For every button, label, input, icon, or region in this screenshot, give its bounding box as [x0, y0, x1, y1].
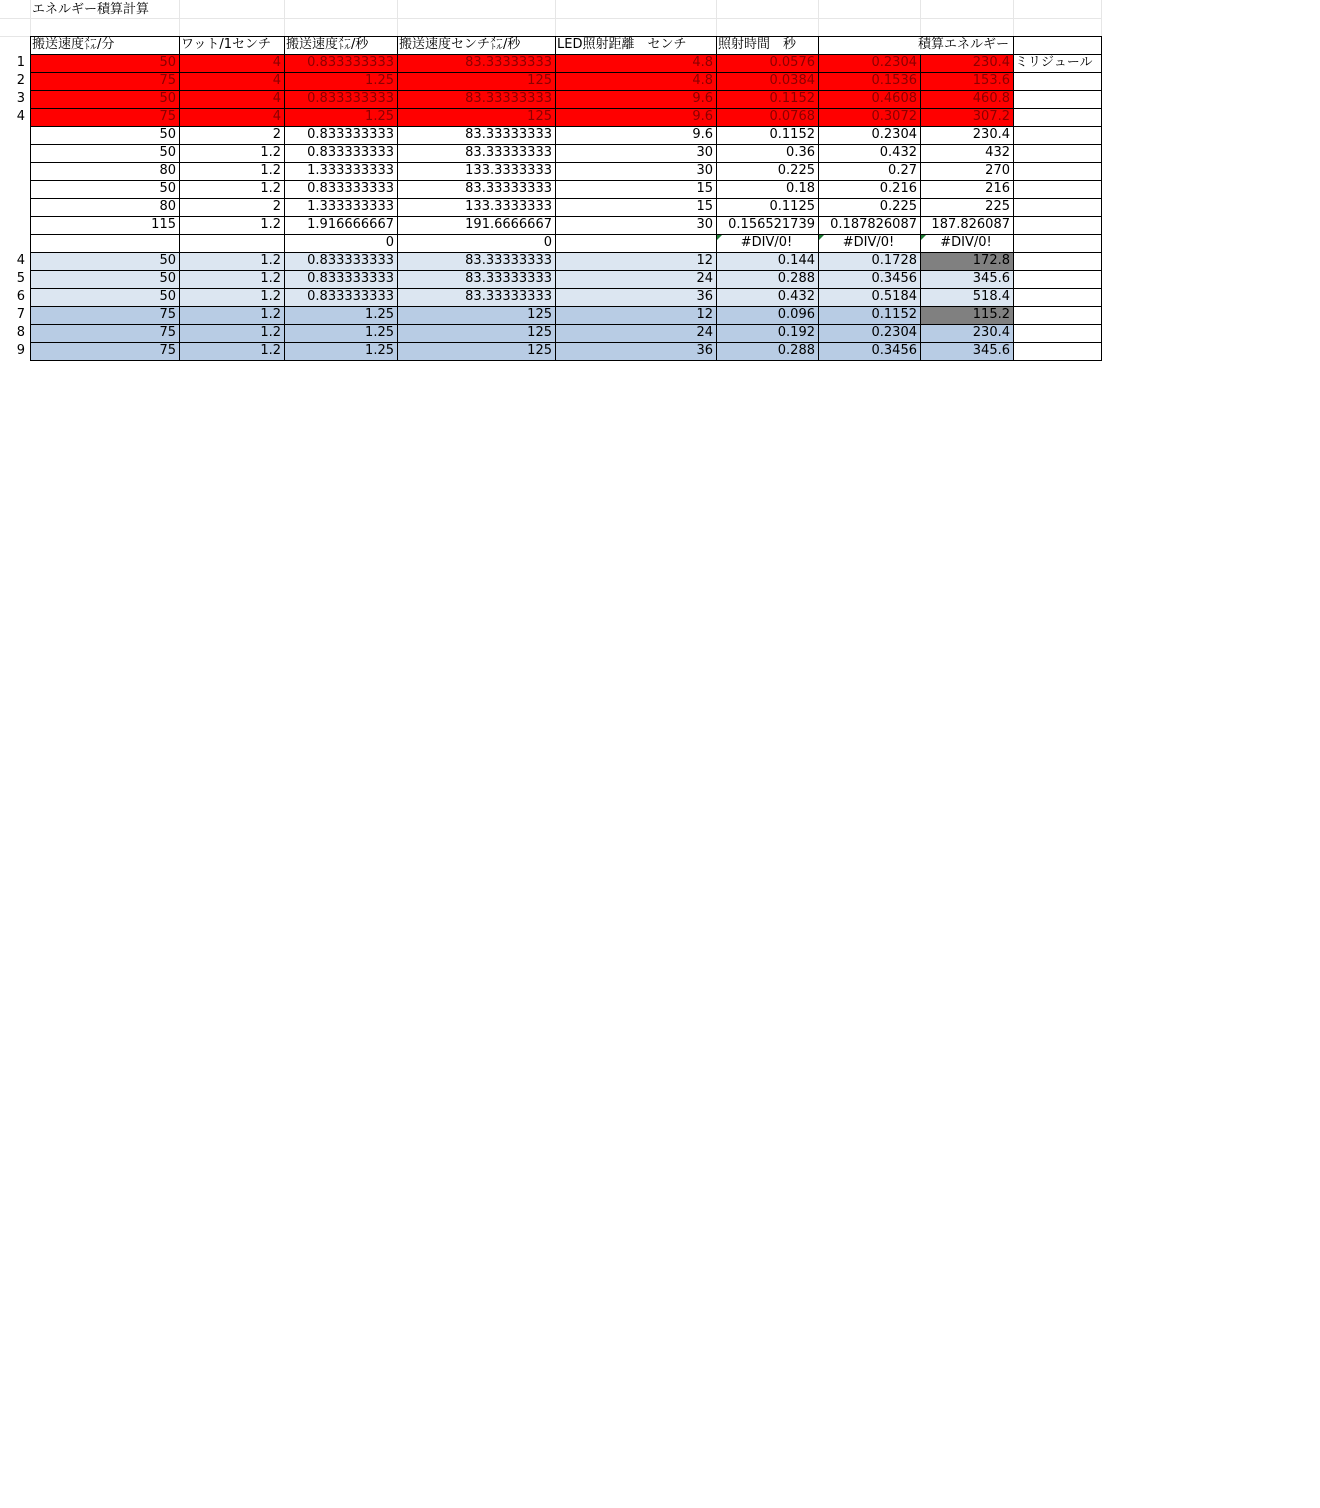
table-cell[interactable]: 50 [159, 145, 176, 160]
table-cell[interactable]: 15 [696, 181, 713, 196]
table-cell[interactable]: 36 [555, 288, 716, 306]
table-cell[interactable]: 24 [555, 324, 716, 342]
table-cell[interactable]: 153.6 [920, 72, 1013, 90]
table-cell[interactable]: 0.2304 [818, 324, 920, 342]
table-cell[interactable]: #DIV/0! [740, 235, 793, 250]
row-label [0, 234, 30, 252]
table-cell[interactable]: 0.833333333 [307, 127, 394, 142]
table-cell[interactable]: 0.432 [879, 145, 917, 160]
table-cell[interactable]: 0.3456 [818, 342, 920, 360]
cell-border [30, 108, 1102, 109]
table-cell[interactable]: 83.33333333 [465, 145, 552, 160]
table-cell[interactable]: 0.5184 [818, 288, 920, 306]
cell-border [30, 144, 1102, 145]
column-header[interactable]: ワット/1センチ [181, 37, 272, 52]
table-cell[interactable]: 50 [30, 252, 179, 270]
table-cell[interactable]: 1.2 [179, 342, 284, 360]
table-cell[interactable] [1013, 198, 1101, 216]
table-cell[interactable]: 1.2 [260, 181, 281, 196]
cell-border [30, 180, 1102, 181]
table-cell[interactable]: 0.833333333 [307, 145, 394, 160]
cell-border [30, 72, 1102, 73]
cell-border [30, 288, 1102, 289]
table-cell[interactable]: 4.8 [555, 72, 716, 90]
table-cell[interactable] [1013, 144, 1101, 162]
table-cell[interactable]: 0.0384 [716, 72, 818, 90]
table-cell[interactable]: 1.2 [179, 324, 284, 342]
table-cell[interactable]: 75 [30, 342, 179, 360]
table-cell[interactable]: 0.187826087 [830, 217, 917, 232]
cell-border [284, 36, 285, 361]
table-cell[interactable]: 83.33333333 [397, 90, 555, 108]
table-cell[interactable]: 0.833333333 [284, 270, 397, 288]
table-cell[interactable]: 230.4 [972, 127, 1010, 142]
table-cell[interactable]: 83.33333333 [397, 252, 555, 270]
row-label [0, 126, 30, 144]
table-cell[interactable]: 0.4608 [818, 90, 920, 108]
table-cell[interactable]: 50 [30, 288, 179, 306]
cell-border [555, 36, 556, 361]
row-label: 6 [16, 289, 25, 304]
cell-border [30, 36, 1102, 37]
cell-border [30, 216, 1102, 217]
table-cell[interactable]: 0.1152 [818, 306, 920, 324]
table-cell[interactable]: 191.6666667 [465, 217, 552, 232]
table-cell[interactable]: 432 [985, 145, 1010, 160]
table-cell[interactable]: 36 [555, 342, 716, 360]
table-cell[interactable]: 1.2 [260, 145, 281, 160]
cell-border [179, 36, 180, 361]
table-cell[interactable]: 0.833333333 [284, 288, 397, 306]
table-cell[interactable]: 0.1728 [818, 252, 920, 270]
table-cell[interactable]: 4 [179, 90, 284, 108]
table-cell[interactable]: 30 [696, 217, 713, 232]
table-cell[interactable]: 216 [985, 181, 1010, 196]
error-indicator-icon [819, 235, 824, 240]
table-cell[interactable]: 1.2 [179, 252, 284, 270]
table-cell[interactable]: 125 [397, 72, 555, 90]
gridline [0, 18, 1101, 19]
table-cell[interactable]: 0.192 [716, 324, 818, 342]
table-cell[interactable]: 4 [179, 108, 284, 126]
cell-border [716, 36, 717, 361]
cell-border [30, 162, 1102, 163]
table-cell[interactable]: 50 [159, 181, 176, 196]
table-cell[interactable]: 0.833333333 [284, 54, 397, 72]
row-label: 8 [16, 325, 25, 340]
table-cell[interactable]: #DIV/0! [940, 235, 992, 250]
table-cell[interactable]: 0.144 [716, 252, 818, 270]
table-cell[interactable]: 460.8 [920, 90, 1013, 108]
table-cell[interactable] [1013, 252, 1101, 270]
row-label: 7 [16, 307, 25, 322]
table-cell[interactable]: 1.25 [284, 108, 397, 126]
spreadsheet [0, 0, 1102, 362]
row-label: 2 [16, 73, 25, 88]
table-cell[interactable]: 75 [30, 72, 179, 90]
table-cell[interactable]: 125 [397, 342, 555, 360]
table-cell[interactable]: 133.3333333 [465, 163, 552, 178]
row-label: 4 [16, 109, 25, 124]
table-cell[interactable]: 1.25 [284, 324, 397, 342]
table-cell[interactable]: 0.18 [786, 181, 815, 196]
table-cell[interactable] [1013, 306, 1101, 324]
table-cell[interactable]: 115.2 [920, 306, 1013, 324]
table-cell[interactable]: 50 [30, 90, 179, 108]
table-cell[interactable]: 80 [159, 163, 176, 178]
cell-border [30, 324, 1102, 325]
cell-border [30, 252, 1102, 253]
cell-border [30, 126, 1102, 127]
table-cell[interactable]: 0.2304 [871, 127, 917, 142]
cell-border [30, 54, 1102, 55]
row-label: 9 [16, 343, 25, 358]
table-cell[interactable]: 4 [179, 72, 284, 90]
table-cell[interactable] [1013, 180, 1101, 198]
table-cell[interactable]: 345.6 [920, 342, 1013, 360]
table-cell[interactable]: 50 [159, 127, 176, 142]
row-label: 4 [16, 253, 25, 268]
table-cell[interactable]: 4 [179, 54, 284, 72]
table-cell[interactable] [1013, 72, 1101, 90]
table-cell[interactable]: 0.1125 [769, 199, 815, 214]
table-cell[interactable] [1013, 342, 1101, 360]
column-header[interactable]: 搬送速度㍍/分 [32, 37, 115, 52]
table-cell[interactable]: 0.2304 [818, 54, 920, 72]
table-cell[interactable]: 15 [696, 199, 713, 214]
table-cell[interactable]: 0.3072 [818, 108, 920, 126]
column-header[interactable]: LED照射距離 センチ [557, 37, 687, 52]
table-cell[interactable]: 0 [543, 235, 552, 250]
table-cell[interactable] [555, 234, 716, 252]
table-cell[interactable]: #DIV/0! [842, 235, 895, 250]
table-cell[interactable]: 1.2 [260, 217, 281, 232]
table-cell[interactable]: 125 [397, 324, 555, 342]
table-cell[interactable]: 0.0576 [716, 54, 818, 72]
table-cell[interactable]: 83.33333333 [397, 54, 555, 72]
cell-border [30, 270, 1102, 271]
cell-border [30, 342, 1102, 343]
table-cell[interactable]: 12 [555, 306, 716, 324]
header-cell[interactable] [1013, 36, 1101, 54]
table-cell[interactable]: 12 [555, 252, 716, 270]
cell-border [397, 36, 398, 361]
cell-border [818, 36, 819, 361]
table-cell[interactable]: 1.25 [284, 342, 397, 360]
table-cell[interactable]: 80 [159, 199, 176, 214]
table-cell[interactable]: 0.432 [716, 288, 818, 306]
row-label [0, 180, 30, 198]
column-header[interactable]: 積算エネルギー [917, 37, 1009, 52]
column-header[interactable]: 照射時間 秒 [718, 37, 797, 52]
table-cell[interactable]: 0.1536 [818, 72, 920, 90]
table-cell[interactable] [1013, 126, 1101, 144]
table-cell[interactable]: 0.216 [879, 181, 917, 196]
table-cell[interactable]: 0.225 [777, 163, 815, 178]
table-cell[interactable]: 125 [397, 108, 555, 126]
cell-border [1101, 36, 1102, 361]
table-cell[interactable] [1013, 108, 1101, 126]
table-cell[interactable]: 1.916666667 [307, 217, 394, 232]
table-cell[interactable] [30, 234, 179, 252]
error-indicator-icon [921, 235, 926, 240]
row-label [0, 198, 30, 216]
row-label [0, 216, 30, 234]
table-cell[interactable]: 0.0768 [716, 108, 818, 126]
table-cell[interactable]: 2 [272, 199, 281, 214]
table-cell[interactable]: 75 [30, 306, 179, 324]
table-cell[interactable]: 0.1152 [716, 90, 818, 108]
row-label [0, 162, 30, 180]
table-cell[interactable]: 225 [985, 199, 1010, 214]
table-cell[interactable]: 0.36 [786, 145, 815, 160]
table-cell[interactable]: 30 [696, 145, 713, 160]
error-indicator-icon [717, 235, 722, 240]
table-cell[interactable]: 75 [30, 324, 179, 342]
table-cell[interactable]: 115 [151, 217, 176, 232]
row-label: 3 [16, 91, 25, 106]
cell-border [30, 36, 31, 361]
cell-border [920, 54, 921, 361]
table-cell[interactable]: 187.826087 [931, 217, 1010, 232]
table-cell[interactable]: 24 [555, 270, 716, 288]
table-cell[interactable] [1013, 234, 1101, 252]
table-cell[interactable]: 1.25 [284, 72, 397, 90]
cell-border [1013, 36, 1014, 361]
table-cell[interactable]: 1.2 [260, 163, 281, 178]
table-cell[interactable]: 0.833333333 [307, 181, 394, 196]
table-cell[interactable]: 9.6 [555, 108, 716, 126]
table-cell[interactable] [1013, 270, 1101, 288]
table-cell[interactable]: 230.4 [920, 54, 1013, 72]
row-label [0, 144, 30, 162]
column-header[interactable]: 搬送速度㍍/秒 [286, 37, 369, 52]
cell-border [30, 198, 1102, 199]
table-cell[interactable]: 0 [385, 235, 394, 250]
table-cell[interactable] [1013, 162, 1101, 180]
table-cell[interactable]: 50 [30, 270, 179, 288]
table-cell[interactable]: 83.33333333 [397, 270, 555, 288]
table-cell[interactable]: 2 [272, 127, 281, 142]
table-cell[interactable]: 83.33333333 [465, 181, 552, 196]
cell-border [30, 90, 1102, 91]
table-cell[interactable]: 0.288 [716, 342, 818, 360]
table-cell[interactable]: 0.1152 [769, 127, 815, 142]
table-cell[interactable]: 0.3456 [818, 270, 920, 288]
table-cell[interactable]: 75 [30, 108, 179, 126]
cell-border [30, 306, 1102, 307]
table-cell[interactable]: 0.156521739 [728, 217, 815, 232]
column-header[interactable]: 搬送速度センチ㍍/秒 [399, 37, 521, 52]
table-cell[interactable]: 0.27 [888, 163, 917, 178]
table-cell[interactable] [1013, 216, 1101, 234]
table-cell[interactable]: 270 [985, 163, 1010, 178]
table-cell[interactable]: 0.833333333 [284, 90, 397, 108]
table-cell[interactable]: 1.333333333 [307, 199, 394, 214]
table-cell[interactable]: 1.2 [179, 306, 284, 324]
table-cell[interactable] [1013, 324, 1101, 342]
unit-label[interactable]: ミリジュール [1015, 55, 1093, 70]
table-cell[interactable]: 83.33333333 [397, 288, 555, 306]
table-cell[interactable]: 0.225 [879, 199, 917, 214]
table-cell[interactable] [1013, 288, 1101, 306]
row-label: 1 [16, 55, 25, 70]
cell-border [30, 360, 1102, 361]
table-cell[interactable]: 0.833333333 [284, 252, 397, 270]
table-cell[interactable]: 1.2 [179, 288, 284, 306]
table-cell[interactable]: 345.6 [920, 270, 1013, 288]
table-cell[interactable]: 9.6 [692, 127, 713, 142]
table-cell[interactable]: 1.333333333 [307, 163, 394, 178]
table-cell[interactable]: 307.2 [920, 108, 1013, 126]
table-cell[interactable]: 83.33333333 [465, 127, 552, 142]
table-cell[interactable]: 4.8 [555, 54, 716, 72]
table-cell[interactable] [1013, 90, 1101, 108]
table-cell[interactable]: 133.3333333 [465, 199, 552, 214]
table-cell[interactable] [179, 234, 284, 252]
gridline [1101, 0, 1102, 36]
table-cell[interactable]: 230.4 [920, 324, 1013, 342]
table-cell[interactable]: 518.4 [920, 288, 1013, 306]
table-cell[interactable]: 125 [397, 306, 555, 324]
table-cell[interactable]: 1.25 [284, 306, 397, 324]
table-cell[interactable]: 50 [30, 54, 179, 72]
table-cell[interactable]: 9.6 [555, 90, 716, 108]
table-cell[interactable]: 30 [696, 163, 713, 178]
table-cell[interactable]: 0.096 [716, 306, 818, 324]
table-cell[interactable]: 1.2 [179, 270, 284, 288]
row-label: 5 [16, 271, 25, 286]
cell-border [30, 234, 1102, 235]
table-cell[interactable]: 172.8 [920, 252, 1013, 270]
table-cell[interactable]: 0.288 [716, 270, 818, 288]
sheet-title[interactable]: エネルギー積算計算 [32, 2, 150, 17]
